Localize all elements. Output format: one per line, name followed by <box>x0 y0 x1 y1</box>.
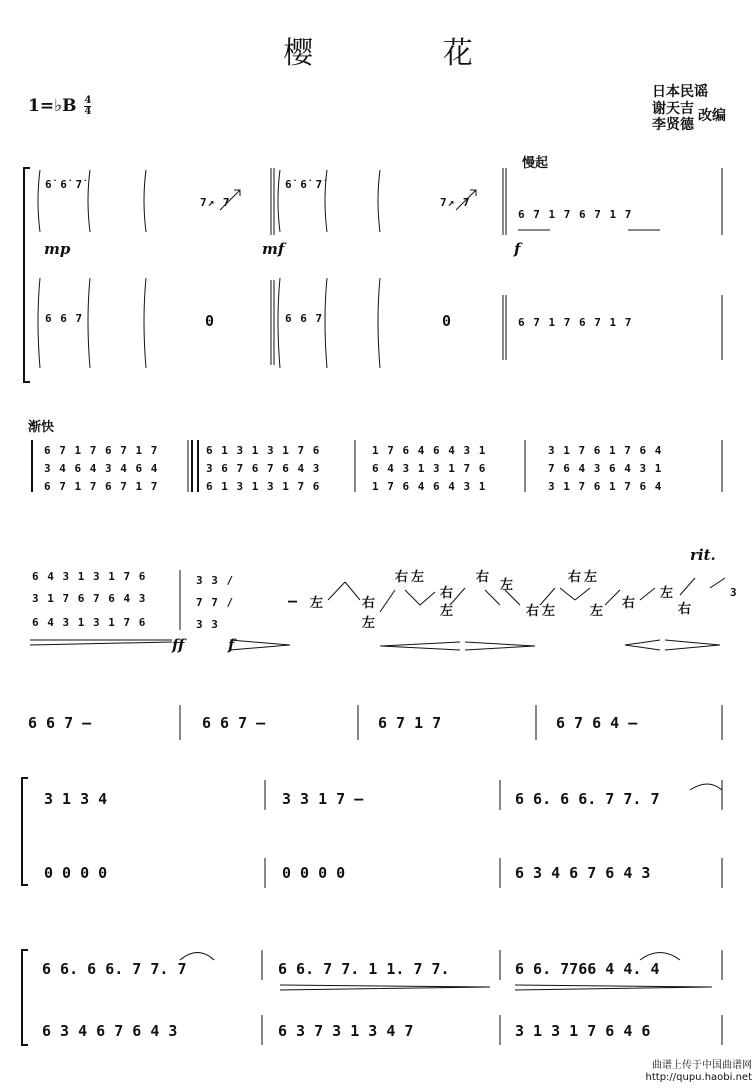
sys3-mid: 3 1 7 6 7 6 4 3 <box>32 592 147 605</box>
sys1-upper-m3: 6̇ 6̇ 7̇ <box>285 178 324 191</box>
hand-left-8: 左 <box>590 604 604 619</box>
sys3-low: 6 4 3 1 3 1 7 6 <box>32 616 147 629</box>
sys1-upper-m1: 6̇ 6̇ 7̇ <box>45 178 84 191</box>
sys4-m1: 6 6 7 – <box>28 714 92 732</box>
sys5-upper-m1: 3 1 3 4 <box>44 790 108 808</box>
sys2-top-m1: 6 7 1 7 6 7 1 7 <box>44 444 159 457</box>
hand-right-7: 右 <box>622 596 636 611</box>
key-text: 1=♭B <box>28 96 77 116</box>
watermark-url[interactable]: http://qupu.haobi.net <box>645 1072 752 1083</box>
sys6-lower-m3: 3 1 3 1 7 6 4 6 <box>515 1022 651 1040</box>
credit-arranger-2: 李贤德 <box>652 117 694 133</box>
sys1-lower-m4: 0 <box>442 312 452 330</box>
sys3-top: 6 4 3 1 3 1 7 6 <box>32 570 147 583</box>
sys5-lower-m1: 0 0 0 0 <box>44 864 108 882</box>
sys2-mid-m2: 3 6 7 6 7 6 4 3 <box>206 462 321 475</box>
hand-left-6: 左 <box>542 604 556 619</box>
credit-arranger-1: 谢天吉 <box>652 101 694 117</box>
sys3-end-note: 3 <box>730 586 738 599</box>
sys4-m3: 6 7 1 7 <box>378 714 442 732</box>
sys2-low-m3: 1 7 6 4 6 4 3 1 <box>372 480 487 493</box>
sys4-m4: 6 7 6 4 – <box>556 714 638 732</box>
hand-left-3: 左 <box>411 570 425 585</box>
sys2-top-m2: 6 1 3 1 3 1 7 6 <box>206 444 321 457</box>
sys2-low-m2: 6 1 3 1 3 1 7 6 <box>206 480 321 493</box>
hand-right-5: 右 <box>526 604 540 619</box>
hand-left-9: 左 <box>660 586 674 601</box>
sys3-chord: 3 3 / 7 7 / 3 3 <box>196 574 235 631</box>
hand-left-4: 左 <box>440 604 454 619</box>
hand-right-1: 右 <box>362 596 376 611</box>
tempo-accelerando: 渐快 <box>28 420 55 435</box>
hand-right-3: 右 <box>440 586 454 601</box>
hand-left-2: 左 <box>362 616 376 631</box>
sys5-upper-m2: 3 3 1 7 – <box>282 790 364 808</box>
hand-right-2: 右 <box>395 570 409 585</box>
dynamic-mf: mf <box>262 240 285 258</box>
time-top: 4 <box>84 95 92 106</box>
sys6-lower-m2: 6 3 7 3 1 3 4 7 <box>278 1022 414 1040</box>
sys1-lower-m1: 6 6 7 <box>45 312 84 325</box>
sys3-dash: – <box>288 592 298 610</box>
hand-right-6: 右 <box>568 570 582 585</box>
tempo-slow-start: 慢起 <box>522 156 549 171</box>
sys4-m2: 6 6 7 – <box>202 714 266 732</box>
sys6-upper-m1: 6 6. 6 6. 7 7. 7 <box>42 960 187 978</box>
sys6-upper-m2: 6 6. 7 7. 1 1. 7 7. <box>278 960 450 978</box>
hand-right-4: 右 <box>476 570 490 585</box>
time-bottom: 4 <box>84 106 92 117</box>
sys1-upper-m2: 7↗ 7 <box>200 196 231 209</box>
hand-right-8: 右 <box>678 602 692 617</box>
hand-left-5: 左 <box>500 578 514 593</box>
sys1-lower-m5: 6 7 1 7 6 7 1 7 <box>518 316 633 329</box>
sys1-lower-m3: 6 6 7 <box>285 312 324 325</box>
sys2-mid-m3: 6 4 3 1 3 1 7 6 <box>372 462 487 475</box>
dynamic-mp: mp <box>44 240 71 258</box>
hand-left-7: 左 <box>584 570 598 585</box>
sys1-upper-m5: 6 7 1 7 6 7 1 7 <box>518 208 633 221</box>
hand-left-1: 左 <box>310 596 324 611</box>
sys5-lower-m3: 6 3 4 6 7 6 4 3 <box>515 864 651 882</box>
sys2-low-m4: 3 1 7 6 1 7 6 4 <box>548 480 663 493</box>
ritardando-mark: rit. <box>690 546 716 564</box>
sys1-lower-m2: 0 <box>205 312 215 330</box>
sys2-top-m4: 3 1 7 6 1 7 6 4 <box>548 444 663 457</box>
watermark-line1: 曲谱上传于中国曲谱网 <box>652 1060 752 1071</box>
sys6-upper-m3: 6 6. 7766 4 4. 4 <box>515 960 660 978</box>
sys2-top-m3: 1 7 6 4 6 4 3 1 <box>372 444 487 457</box>
sys1-upper-m4: 7↗ 7 <box>440 196 471 209</box>
dynamic-f: f <box>514 240 521 258</box>
sys5-upper-m3: 6 6. 6 6. 7 7. 7 <box>515 790 660 808</box>
sys2-mid-m1: 3 4 6 4 3 4 6 4 <box>44 462 159 475</box>
sys2-mid-m4: 7 6 4 3 6 4 3 1 <box>548 462 663 475</box>
dynamic-ff: ff <box>172 636 185 654</box>
dynamic-f-2: f <box>228 636 235 654</box>
sys6-lower-m1: 6 3 4 6 7 6 4 3 <box>42 1022 178 1040</box>
credit-role: 改编 <box>698 108 726 124</box>
site-watermark <box>646 1060 752 1084</box>
credit-origin: 日本民谣 <box>652 84 708 100</box>
sys5-lower-m2: 0 0 0 0 <box>282 864 346 882</box>
sys2-low-m1: 6 7 1 7 6 7 1 7 <box>44 480 159 493</box>
page-title: 樱 花 <box>283 36 533 71</box>
